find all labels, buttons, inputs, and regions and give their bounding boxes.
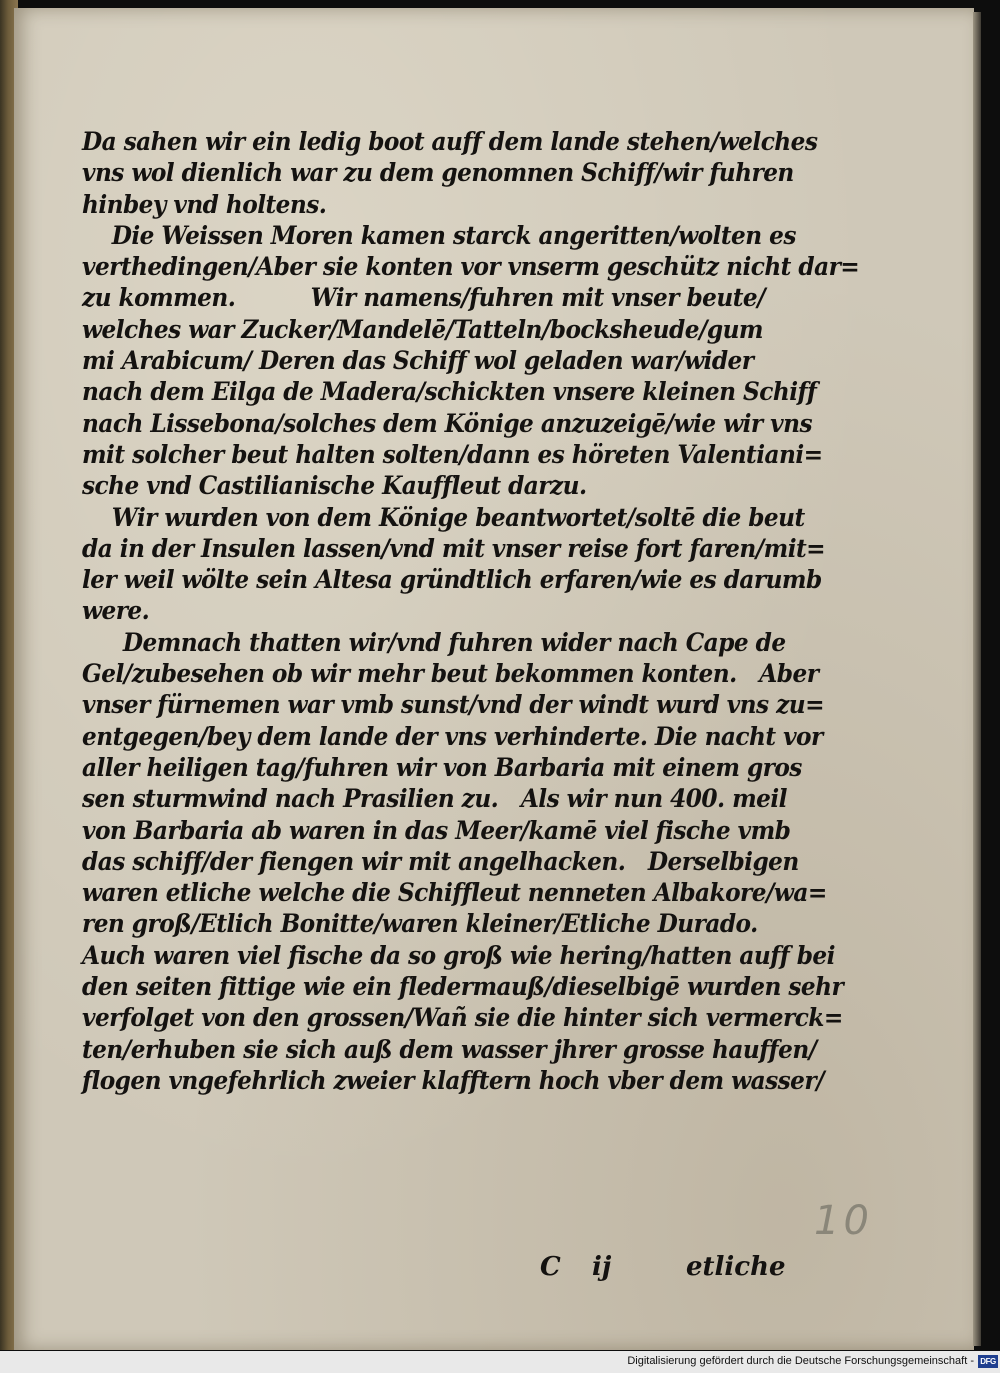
text-line: Auch waren viel fische da so groß wie hering/hatten auff bei — [82, 940, 835, 970]
text-line: den seiten fittige wie ein fledermauß/dieselbigē wurden sehr — [82, 972, 844, 1002]
text-line: Wir wurden von dem Könige beantwortet/soltē die beut — [111, 502, 805, 532]
footer-credit: Digitalisierung gefördert durch die Deutsche Forschungsgemeinschaft - — [627, 1355, 974, 1367]
text-line: waren etliche welche die Schiffleut nenneten Albakore/wa= — [82, 878, 827, 908]
signature-numeral: ij — [592, 1252, 612, 1282]
text-line: welches war Zucker/Mandelē/Tatteln/bocksheude/gum — [82, 314, 763, 344]
page-number: 10 — [814, 1198, 873, 1244]
text-line: mi Arabicum/ Deren das Schiff wol geladen war/wider — [82, 346, 754, 376]
text-line: entgegen/bey dem lande der vns verhinderte. Die nacht vor — [82, 721, 823, 751]
text-line: da in der Insulen lassen/vnd mit vnser reise fort faren/mit= — [82, 533, 826, 563]
text-line: Demnach thatten wir/vnd fuhren wider nach Cape de — [122, 627, 786, 657]
text-line: Da sahen wir ein ledig boot auff dem lande stehen/welches — [82, 127, 818, 156]
text-line: Gel/zubesehen ob wir mehr beut bekommen konten. Aber — [82, 659, 819, 689]
text-line: sche vnd Castilianische Kauffleut darzu. — [82, 471, 587, 501]
text-line: das schiff/der fiengen wir mit angelhacken. Derselbigen — [82, 846, 799, 876]
text-line: ler weil wölte sein Altesa gründtlich erfaren/wie es darumb — [82, 565, 822, 595]
text-line: vnser fürnemen war vmb sunst/vnd der windt wurd vns zu= — [82, 690, 825, 720]
text-line: verthedingen/Aber sie konten vor vnserm geschütz nicht dar= — [82, 252, 860, 282]
signature-mark: C — [540, 1252, 561, 1282]
text-line: nach dem Eilga de Madera/schickten vnsere kleinen Schiff — [82, 377, 817, 407]
text-line: mit solcher beut halten solten/dann es höreten Valentiani= — [82, 439, 823, 469]
text-line: Die Weissen Moren kamen starck angeritten/wolten es — [111, 220, 796, 250]
dfg-logo: DFG — [978, 1355, 998, 1368]
text-line: zu kommen. Wir namens/fuhren mit vnser beute/ — [82, 283, 766, 313]
text-line: sen sturmwind nach Prasilien zu. Als wir nun 400. meil — [82, 784, 787, 814]
text-line: aller heiligen tag/fuhren wir von Barbaria mit einem gros — [82, 752, 802, 782]
text-line: nach Lissebona/solches dem Könige anzuzeigē/wie wir vns — [82, 408, 812, 438]
text-line: vns wol dienlich war zu dem genomnen Schiff/wir fuhren — [82, 158, 794, 188]
text-line: were. — [82, 596, 150, 626]
text-line: hinbey vnd holtens. — [82, 189, 327, 219]
page-edge — [973, 12, 981, 1346]
text-line: von Barbaria ab waren in das Meer/kamē viel fische vmb — [82, 815, 791, 845]
text-line: ren groß/Etlich Bonitte/waren kleiner/Etliche Durado. — [82, 909, 758, 939]
text-line: flogen vngefehrlich zweier klafftern hoch vber dem wasser/ — [82, 1065, 825, 1095]
text-line: verfolget von den grossen/Wañ sie die hinter sich vermerck= — [82, 1003, 843, 1033]
text-line: ten/erhuben sie sich auß dem wasser jhrer grosse hauffen/ — [82, 1034, 817, 1064]
footer-bar — [0, 1351, 1000, 1373]
signature-line — [82, 1252, 786, 1286]
catchword: etliche — [686, 1252, 786, 1282]
